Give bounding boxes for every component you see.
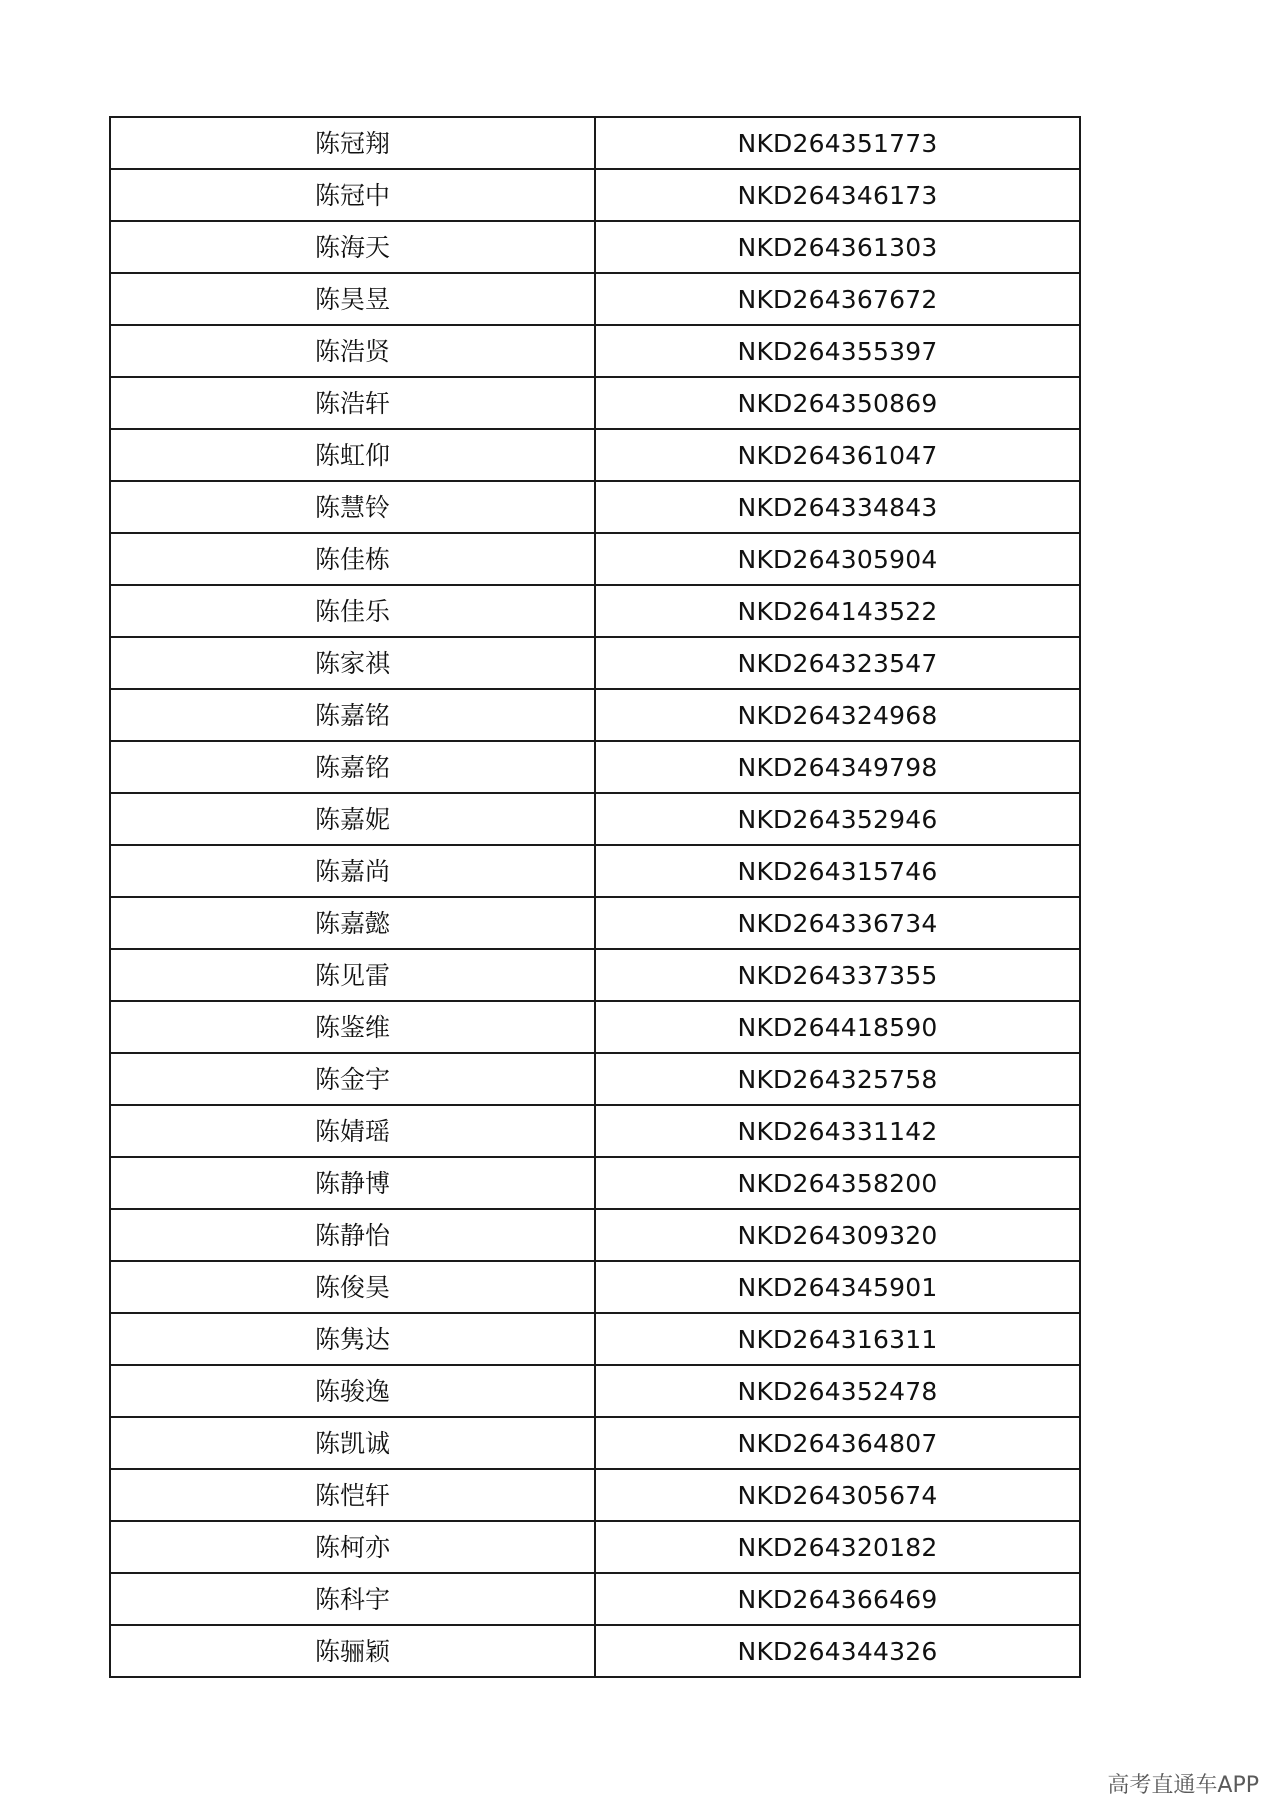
table-row bbox=[110, 1261, 1080, 1313]
student-name-cell: 陈嘉铭 bbox=[110, 689, 595, 741]
roster-table bbox=[109, 116, 1081, 1678]
table-row bbox=[110, 273, 1080, 325]
student-name-cell: 陈恺轩 bbox=[110, 1469, 595, 1521]
registration-id-cell: NKD264315746 bbox=[595, 845, 1080, 897]
student-name-cell: 陈俊昊 bbox=[110, 1261, 595, 1313]
table-row bbox=[110, 221, 1080, 273]
table-row bbox=[110, 169, 1080, 221]
student-name-cell: 陈昊昱 bbox=[110, 273, 595, 325]
table-row bbox=[110, 741, 1080, 793]
table-row bbox=[110, 1573, 1080, 1625]
registration-id-cell: NKD264344326 bbox=[595, 1625, 1080, 1677]
table-row bbox=[110, 845, 1080, 897]
registration-id-cell: NKD264337355 bbox=[595, 949, 1080, 1001]
student-name-cell: 陈静博 bbox=[110, 1157, 595, 1209]
student-name-cell: 陈嘉懿 bbox=[110, 897, 595, 949]
registration-id-cell: NKD264349798 bbox=[595, 741, 1080, 793]
table-row bbox=[110, 377, 1080, 429]
student-name-cell: 陈柯亦 bbox=[110, 1521, 595, 1573]
registration-id-cell: NKD264366469 bbox=[595, 1573, 1080, 1625]
table-row bbox=[110, 1625, 1080, 1677]
student-name-cell: 陈鉴维 bbox=[110, 1001, 595, 1053]
registration-id-cell: NKD264351773 bbox=[595, 117, 1080, 169]
student-name-cell: 陈海天 bbox=[110, 221, 595, 273]
registration-id-cell: NKD264336734 bbox=[595, 897, 1080, 949]
student-name-cell: 陈骊颖 bbox=[110, 1625, 595, 1677]
table-row bbox=[110, 949, 1080, 1001]
student-name-cell: 陈浩轩 bbox=[110, 377, 595, 429]
table-row bbox=[110, 533, 1080, 585]
student-name-cell: 陈金宇 bbox=[110, 1053, 595, 1105]
registration-id-cell: NKD264320182 bbox=[595, 1521, 1080, 1573]
table-row bbox=[110, 1313, 1080, 1365]
table-row bbox=[110, 1417, 1080, 1469]
student-name-cell: 陈家祺 bbox=[110, 637, 595, 689]
registration-id-cell: NKD264355397 bbox=[595, 325, 1080, 377]
registration-id-cell: NKD264345901 bbox=[595, 1261, 1080, 1313]
student-name-cell: 陈慧铃 bbox=[110, 481, 595, 533]
student-name-cell: 陈嘉妮 bbox=[110, 793, 595, 845]
table-row bbox=[110, 1469, 1080, 1521]
registration-id-cell: NKD264323547 bbox=[595, 637, 1080, 689]
table-row bbox=[110, 1365, 1080, 1417]
registration-id-cell: NKD264346173 bbox=[595, 169, 1080, 221]
table-row bbox=[110, 793, 1080, 845]
registration-id-cell: NKD264418590 bbox=[595, 1001, 1080, 1053]
student-name-cell: 陈冠翔 bbox=[110, 117, 595, 169]
student-name-cell: 陈佳乐 bbox=[110, 585, 595, 637]
table-row bbox=[110, 585, 1080, 637]
student-name-cell: 陈冠中 bbox=[110, 169, 595, 221]
student-name-cell: 陈科宇 bbox=[110, 1573, 595, 1625]
registration-id-cell: NKD264364807 bbox=[595, 1417, 1080, 1469]
student-name-cell: 陈凯诚 bbox=[110, 1417, 595, 1469]
table-row bbox=[110, 117, 1080, 169]
registration-id-cell: NKD264325758 bbox=[595, 1053, 1080, 1105]
registration-id-cell: NKD264309320 bbox=[595, 1209, 1080, 1261]
registration-id-cell: NKD264143522 bbox=[595, 585, 1080, 637]
table-row bbox=[110, 1521, 1080, 1573]
student-name-cell: 陈隽达 bbox=[110, 1313, 595, 1365]
table-row bbox=[110, 481, 1080, 533]
watermark-text: 高考直通车APP bbox=[1107, 1773, 1259, 1798]
registration-id-cell: NKD264334843 bbox=[595, 481, 1080, 533]
table-row bbox=[110, 1157, 1080, 1209]
table-row bbox=[110, 1053, 1080, 1105]
registration-id-cell: NKD264361303 bbox=[595, 221, 1080, 273]
registration-id-cell: NKD264331142 bbox=[595, 1105, 1080, 1157]
table-row bbox=[110, 1209, 1080, 1261]
registration-id-cell: NKD264350869 bbox=[595, 377, 1080, 429]
table-row bbox=[110, 1105, 1080, 1157]
student-name-cell: 陈骏逸 bbox=[110, 1365, 595, 1417]
student-name-cell: 陈静怡 bbox=[110, 1209, 595, 1261]
table-row bbox=[110, 325, 1080, 377]
registration-id-cell: NKD264352478 bbox=[595, 1365, 1080, 1417]
student-name-cell: 陈虹仰 bbox=[110, 429, 595, 481]
table-row bbox=[110, 1001, 1080, 1053]
table-row bbox=[110, 429, 1080, 481]
table-row bbox=[110, 897, 1080, 949]
student-name-cell: 陈嘉铭 bbox=[110, 741, 595, 793]
registration-id-cell: NKD264358200 bbox=[595, 1157, 1080, 1209]
roster-table-body bbox=[110, 117, 1080, 1677]
registration-id-cell: NKD264361047 bbox=[595, 429, 1080, 481]
registration-id-cell: NKD264305674 bbox=[595, 1469, 1080, 1521]
student-name-cell: 陈婧瑶 bbox=[110, 1105, 595, 1157]
registration-id-cell: NKD264324968 bbox=[595, 689, 1080, 741]
student-name-cell: 陈浩贤 bbox=[110, 325, 595, 377]
registration-id-cell: NKD264305904 bbox=[595, 533, 1080, 585]
student-name-cell: 陈嘉尚 bbox=[110, 845, 595, 897]
registration-id-cell: NKD264367672 bbox=[595, 273, 1080, 325]
registration-id-cell: NKD264316311 bbox=[595, 1313, 1080, 1365]
registration-id-cell: NKD264352946 bbox=[595, 793, 1080, 845]
student-name-cell: 陈佳栋 bbox=[110, 533, 595, 585]
table-row bbox=[110, 637, 1080, 689]
student-name-cell: 陈见雷 bbox=[110, 949, 595, 1001]
table-row bbox=[110, 689, 1080, 741]
